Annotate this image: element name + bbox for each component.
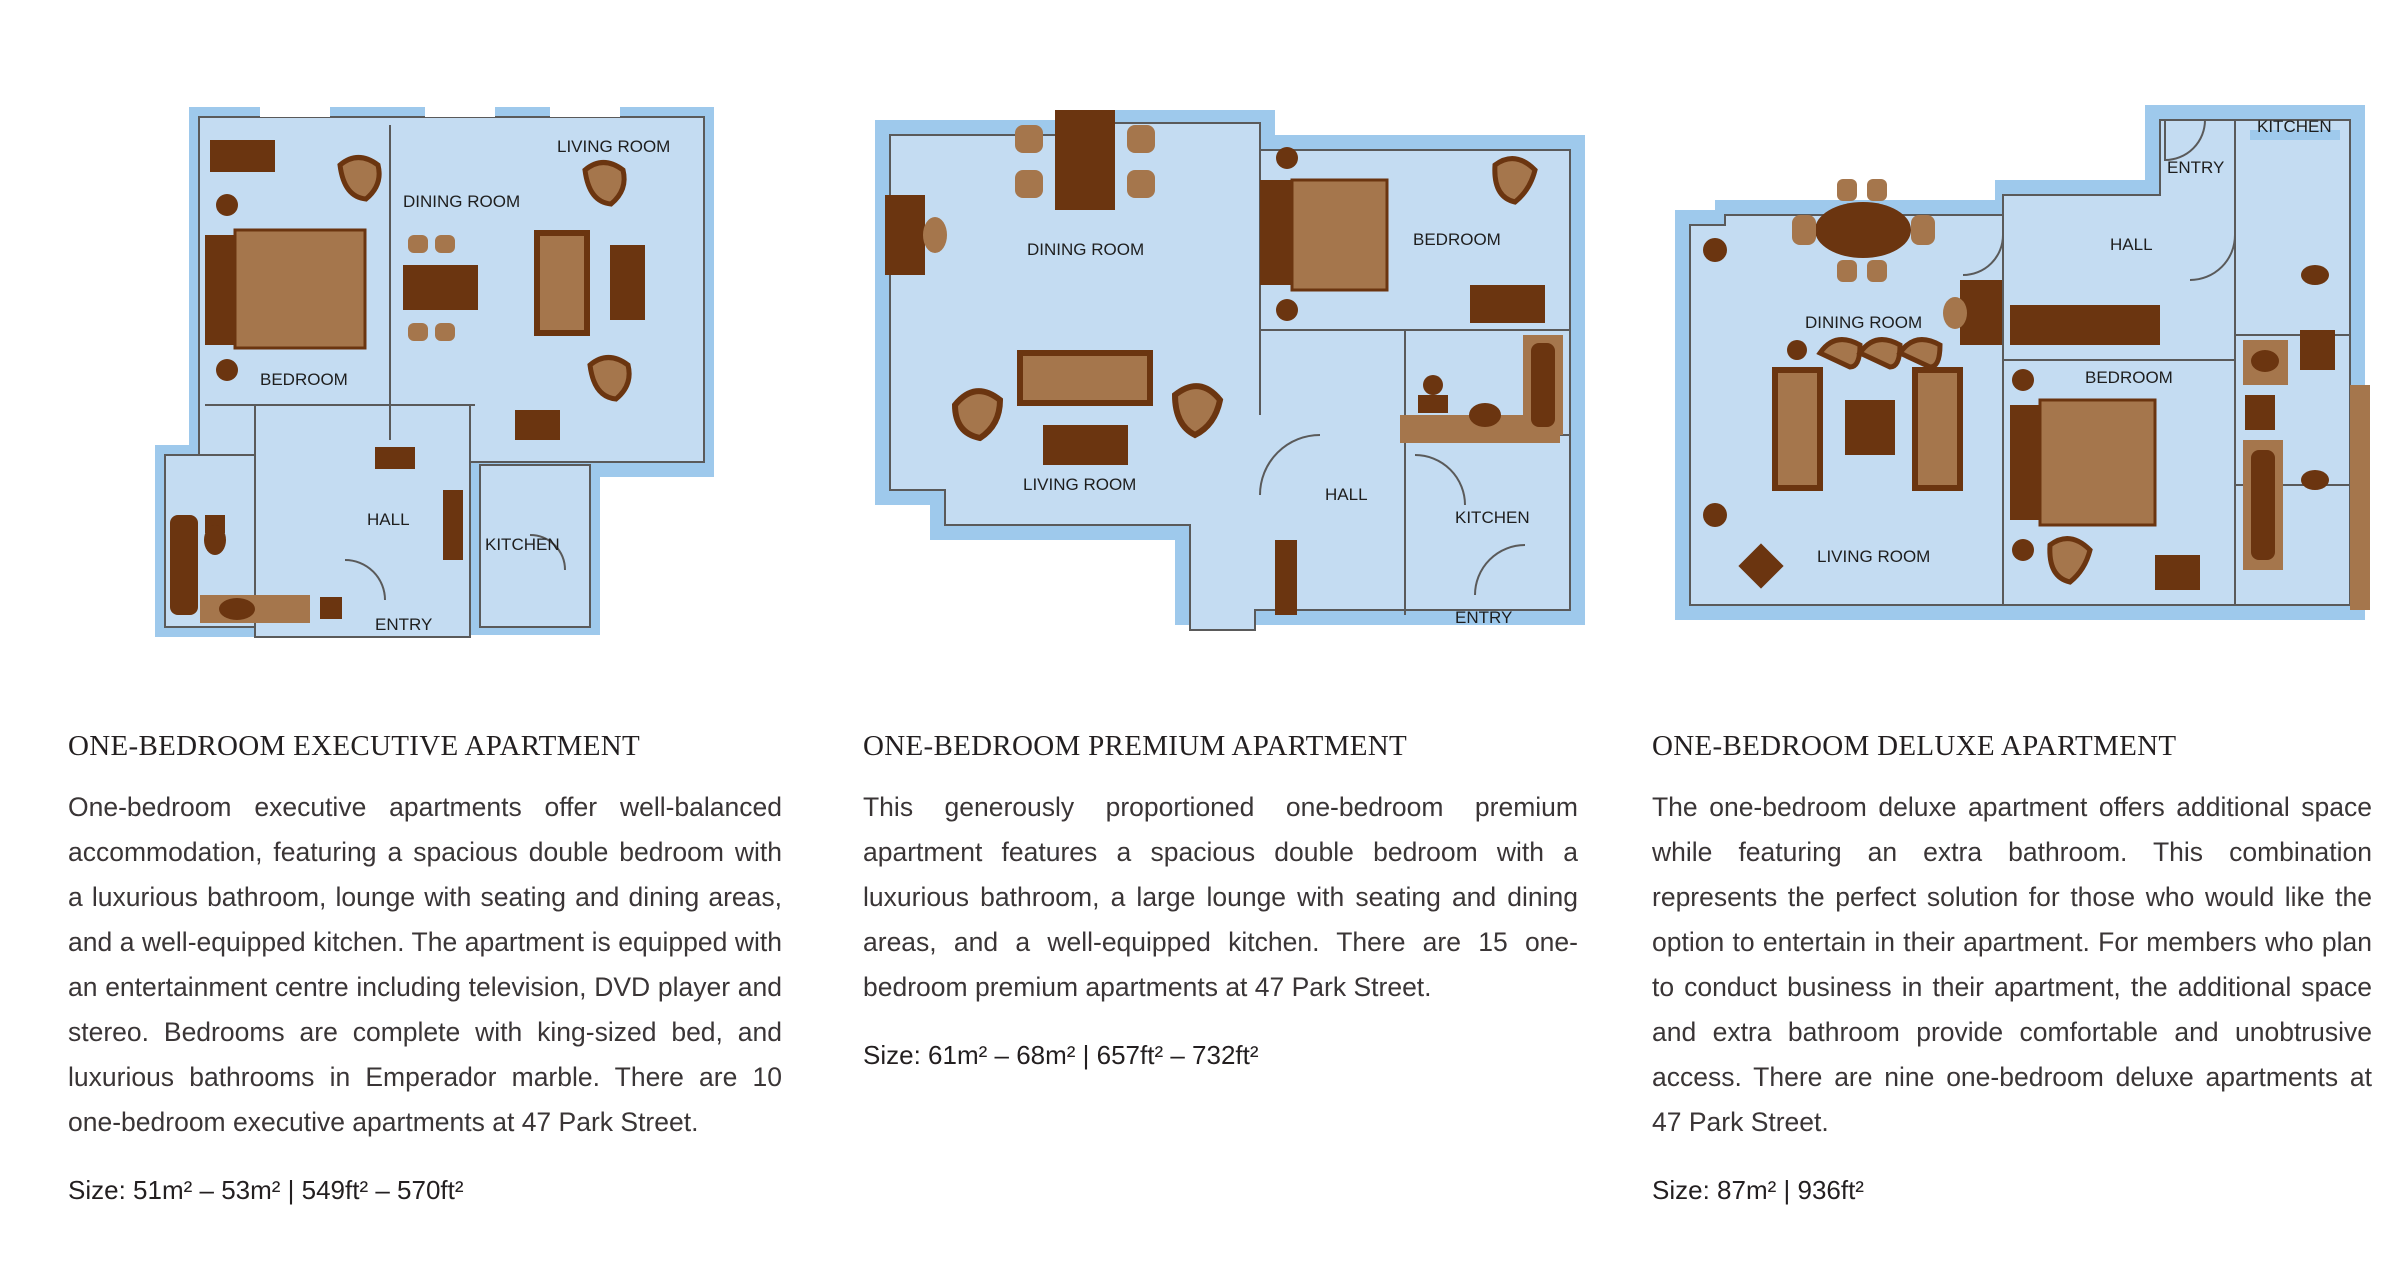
room-label-bedroom: BEDROOM	[1413, 230, 1501, 249]
apartment-description: This generously proportioned one-bedroom premium apartment features a spacious double bedroom with a luxurious bathroom, a large lounge with seating and dining areas, and a well-equipped kitchen. There are 15 one-bedroom premium apartments at 47 Park Street.	[863, 792, 1578, 1002]
size-label: Size:	[1652, 1175, 1710, 1205]
room-label-bedroom: BEDROOM	[260, 370, 348, 389]
apartment-premium	[863, 730, 1578, 1071]
apartment-title: ONE-BEDROOM DELUXE APARTMENT	[1652, 730, 2177, 762]
room-label-kitchen: KITCHEN	[485, 535, 560, 554]
room-label-living: LIVING ROOM	[557, 137, 671, 156]
room-label-hall: HALL	[367, 510, 410, 529]
floor-plan-premium	[855, 95, 1595, 650]
room-label-living: LIVING ROOM	[1817, 547, 1931, 566]
room-label-hall: HALL	[1325, 485, 1368, 504]
apartment-size	[1652, 1175, 2372, 1206]
room-label-kitchen: KITCHEN	[2257, 117, 2332, 136]
apartment-size	[68, 1175, 782, 1206]
room-label-dining: DINING ROOM	[1027, 240, 1145, 259]
size-value: 61m² – 68m² | 657ft² – 732ft²	[928, 1040, 1259, 1070]
size-label: Size:	[68, 1175, 126, 1205]
apartment-size	[863, 1040, 1578, 1071]
room-label-entry: ENTRY	[1455, 608, 1513, 627]
room-label-kitchen: KITCHEN	[1455, 508, 1530, 527]
apartment-description: One-bedroom executive apartments offer well-balanced accommodation, featuring a spacious double bedroom with a luxurious bathroom, lounge with seating and dining areas, and a well-equipped kitchen. The apartment is equipped with an entertainment centre including television, DVD player and stereo. Bedrooms are complete with king-sized bed, and luxurious bathrooms in Emperador marble. There are 10 one-bedroom executive apartments at 47 Park Street.	[68, 792, 782, 1137]
floor-plan-deluxe	[1665, 95, 2375, 635]
size-value: 87m² | 936ft²	[1717, 1175, 1864, 1205]
size-label: Size:	[863, 1040, 921, 1070]
apartment-executive	[68, 730, 782, 1206]
floor-plan-executive	[145, 95, 735, 655]
room-label-entry: ENTRY	[2167, 158, 2225, 177]
room-label-dining: DINING ROOM	[403, 192, 521, 211]
room-label-entry: ENTRY	[375, 615, 433, 634]
apartment-description: The one-bedroom deluxe apartment offers additional space while featuring an extra bathroom. This combination represents the perfect solution for those who would like the option to entertain in their apartment. For members who plan to conduct business in their apartment, the additional space and extra bathroom provide comfortable and unobtrusive access. There are nine one-bedroom deluxe apartments at 47 Park Street.	[1652, 792, 2372, 1137]
room-label-living: LIVING ROOM	[1023, 475, 1137, 494]
apartment-title: ONE-BEDROOM EXECUTIVE APARTMENT	[68, 730, 640, 762]
apartment-title: ONE-BEDROOM PREMIUM APARTMENT	[863, 730, 1408, 762]
room-label-bedroom: BEDROOM	[2085, 368, 2173, 387]
room-label-dining: DINING ROOM	[1805, 313, 1923, 332]
apartment-deluxe	[1652, 730, 2372, 1206]
size-value: 51m² – 53m² | 549ft² – 570ft²	[133, 1175, 464, 1205]
room-label-hall: HALL	[2110, 235, 2153, 254]
